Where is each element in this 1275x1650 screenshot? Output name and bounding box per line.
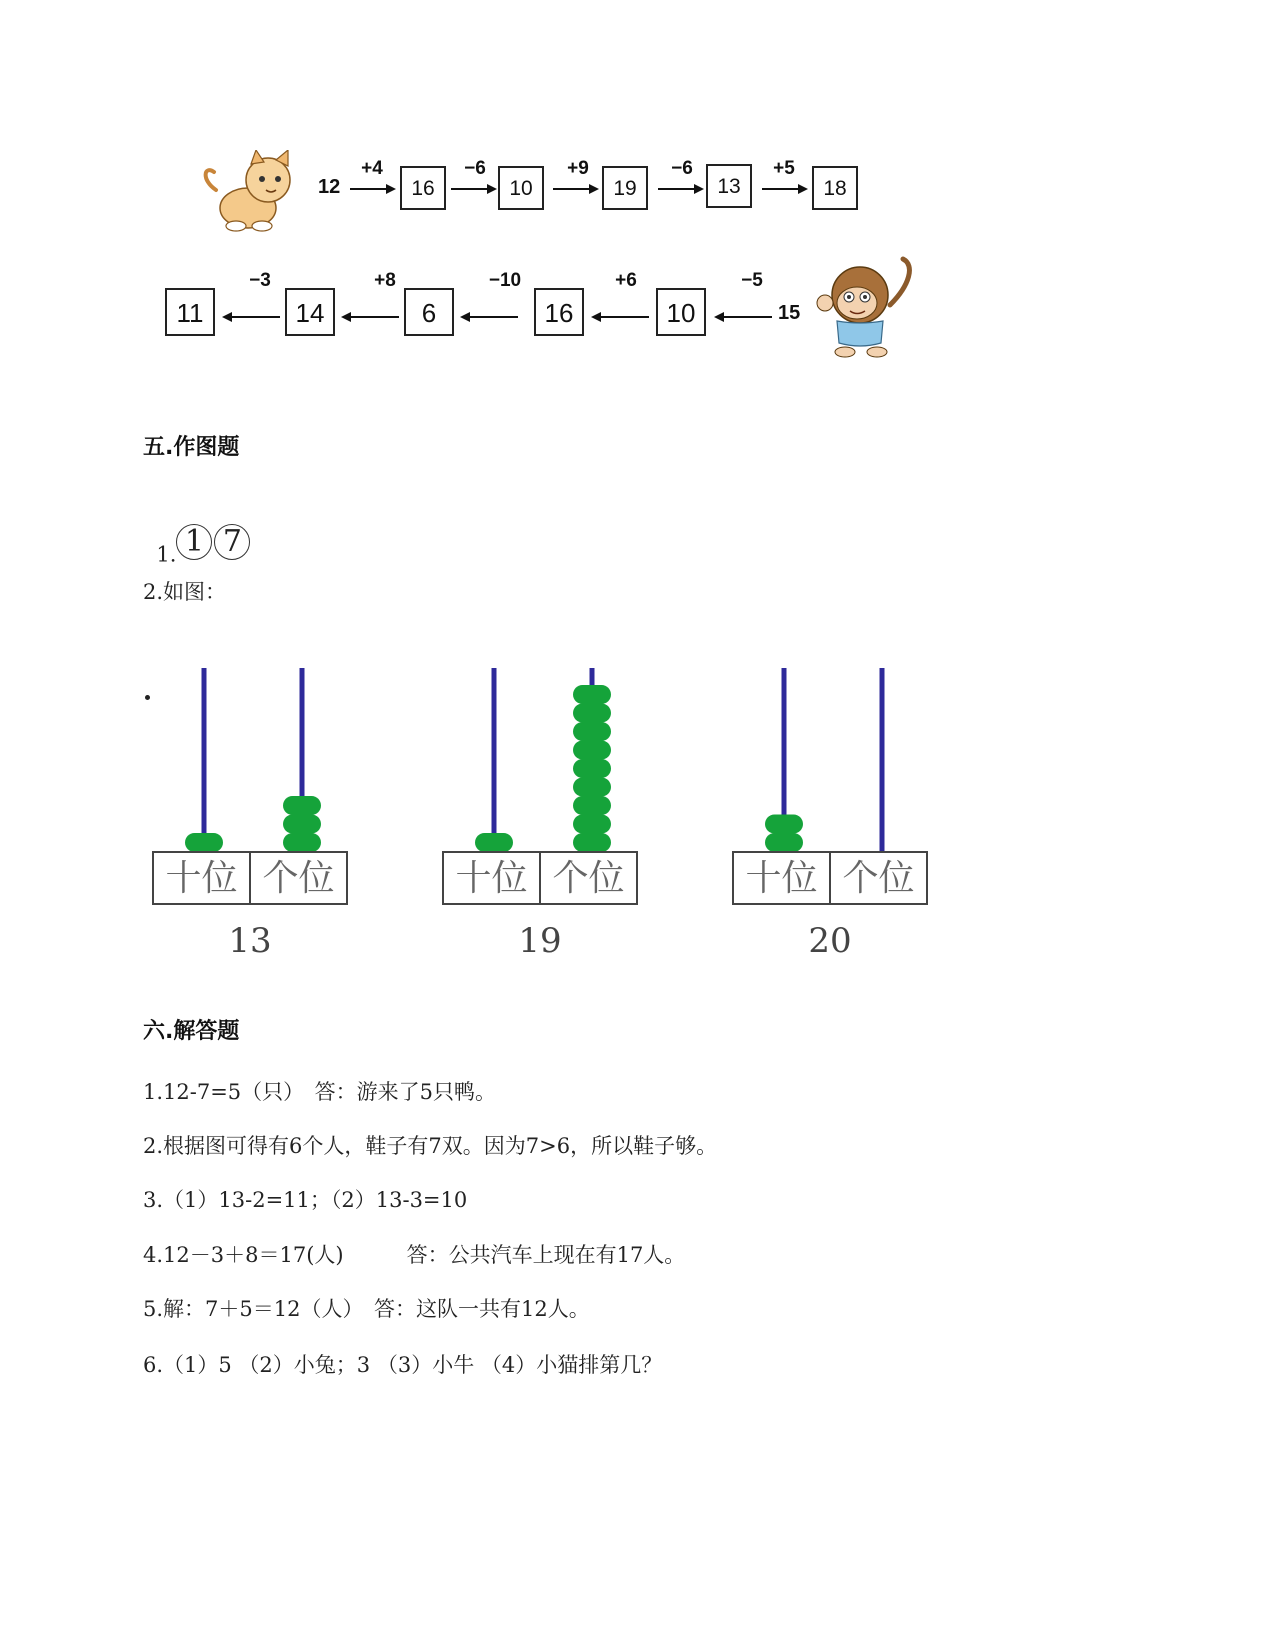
bottom-box-4: 16 [534, 288, 584, 336]
section5-q1 [143, 500, 252, 567]
answer-line-6: 6.（1）5 （2）小兔；3 （3）小牛 （4）小猫排第几？ [143, 1353, 663, 1377]
abacus-bead [283, 815, 321, 834]
abacus-bead [573, 741, 611, 760]
abacus-bead [573, 833, 611, 852]
monkey-illustration [815, 255, 915, 360]
section5-q2: 2.如图： [143, 580, 227, 604]
tens-label: 十位 [455, 858, 528, 899]
answer-line-2: 2.根据图可得有6个人，鞋子有7双。因为7>6，所以鞋子够。 [143, 1134, 718, 1158]
top-chain-start: 12 [318, 176, 341, 198]
top-arrow-5 [762, 180, 808, 199]
top-box-3: 19 [602, 166, 648, 210]
section5-title: 五.作图题 [143, 435, 240, 460]
abacus-bead [475, 833, 513, 852]
top-op-3: +9 [567, 158, 589, 179]
top-box-5: 18 [812, 166, 858, 210]
bottom-arrow-4 [591, 308, 649, 327]
abacus-bead [765, 815, 803, 834]
abacus-bead [573, 796, 611, 815]
ones-label: 个位 [552, 858, 625, 899]
bottom-arrow-1 [222, 308, 280, 327]
top-arrow-3 [553, 180, 599, 199]
abacus-number: 20 [808, 921, 852, 960]
bottom-arrow-3 [460, 308, 518, 327]
abacus-bead [185, 833, 223, 852]
bottom-op-2: +8 [374, 270, 396, 291]
ones-label: 个位 [262, 858, 335, 899]
bottom-box-1: 11 [165, 288, 215, 336]
section6-title: 六.解答题 [143, 1019, 240, 1044]
abacus-bead [283, 796, 321, 815]
cat-illustration [196, 150, 306, 235]
abacus-bead [765, 833, 803, 852]
top-arrow-2 [451, 180, 497, 199]
answer-line-5: 5.解：7＋5＝12（人） 答：这队一共有12人。 [143, 1297, 590, 1321]
circled-number: 1 [176, 524, 212, 560]
abacus-bead [573, 722, 611, 741]
top-arrow-1 [350, 180, 396, 199]
bottom-box-2: 14 [285, 288, 335, 336]
abacus-bead [573, 778, 611, 797]
bottom-arrow-5 [714, 308, 772, 327]
abacus-number: 19 [518, 921, 562, 960]
bottom-arrow-2 [341, 308, 399, 327]
bottom-box-3: 6 [404, 288, 454, 336]
bottom-chain-start: 15 [778, 302, 801, 324]
abacus-number: 13 [228, 921, 272, 960]
circled-number: 7 [214, 524, 250, 560]
answer-line-3: 3.（1）13-2=11；（2）13-3=10 [143, 1188, 468, 1212]
top-op-1: +4 [361, 158, 383, 179]
top-box-2: 10 [498, 166, 544, 210]
tens-label: 十位 [165, 858, 238, 899]
top-arrow-4 [658, 180, 704, 199]
ones-label: 个位 [842, 858, 915, 899]
top-box-1: 16 [400, 166, 446, 210]
answer-line-4: 4.12－3＋8＝17(人) 答：公共汽车上现在有17人。 [143, 1243, 686, 1267]
abacus-bead [573, 685, 611, 704]
bottom-op-1: −3 [249, 270, 271, 291]
bottom-op-4: +6 [615, 270, 637, 291]
q1-prefix: 1. [156, 542, 177, 567]
answer-line-1: 1.12-7=5（只） 答：游来了5只鸭。 [143, 1080, 497, 1104]
abacus-bead [573, 815, 611, 834]
abacus-bead [573, 759, 611, 778]
bottom-box-5: 10 [656, 288, 706, 336]
bottom-op-5: −5 [741, 270, 763, 291]
abacus-figure [0, 640, 1275, 960]
abacus-bead [283, 833, 321, 852]
top-op-5: +5 [773, 158, 795, 179]
abacus-bead [573, 704, 611, 723]
top-box-4: 13 [706, 164, 752, 208]
top-op-2: −6 [464, 158, 486, 179]
tens-label: 十位 [745, 858, 818, 899]
bottom-op-3: −10 [488, 270, 522, 291]
top-op-4: −6 [671, 158, 693, 179]
